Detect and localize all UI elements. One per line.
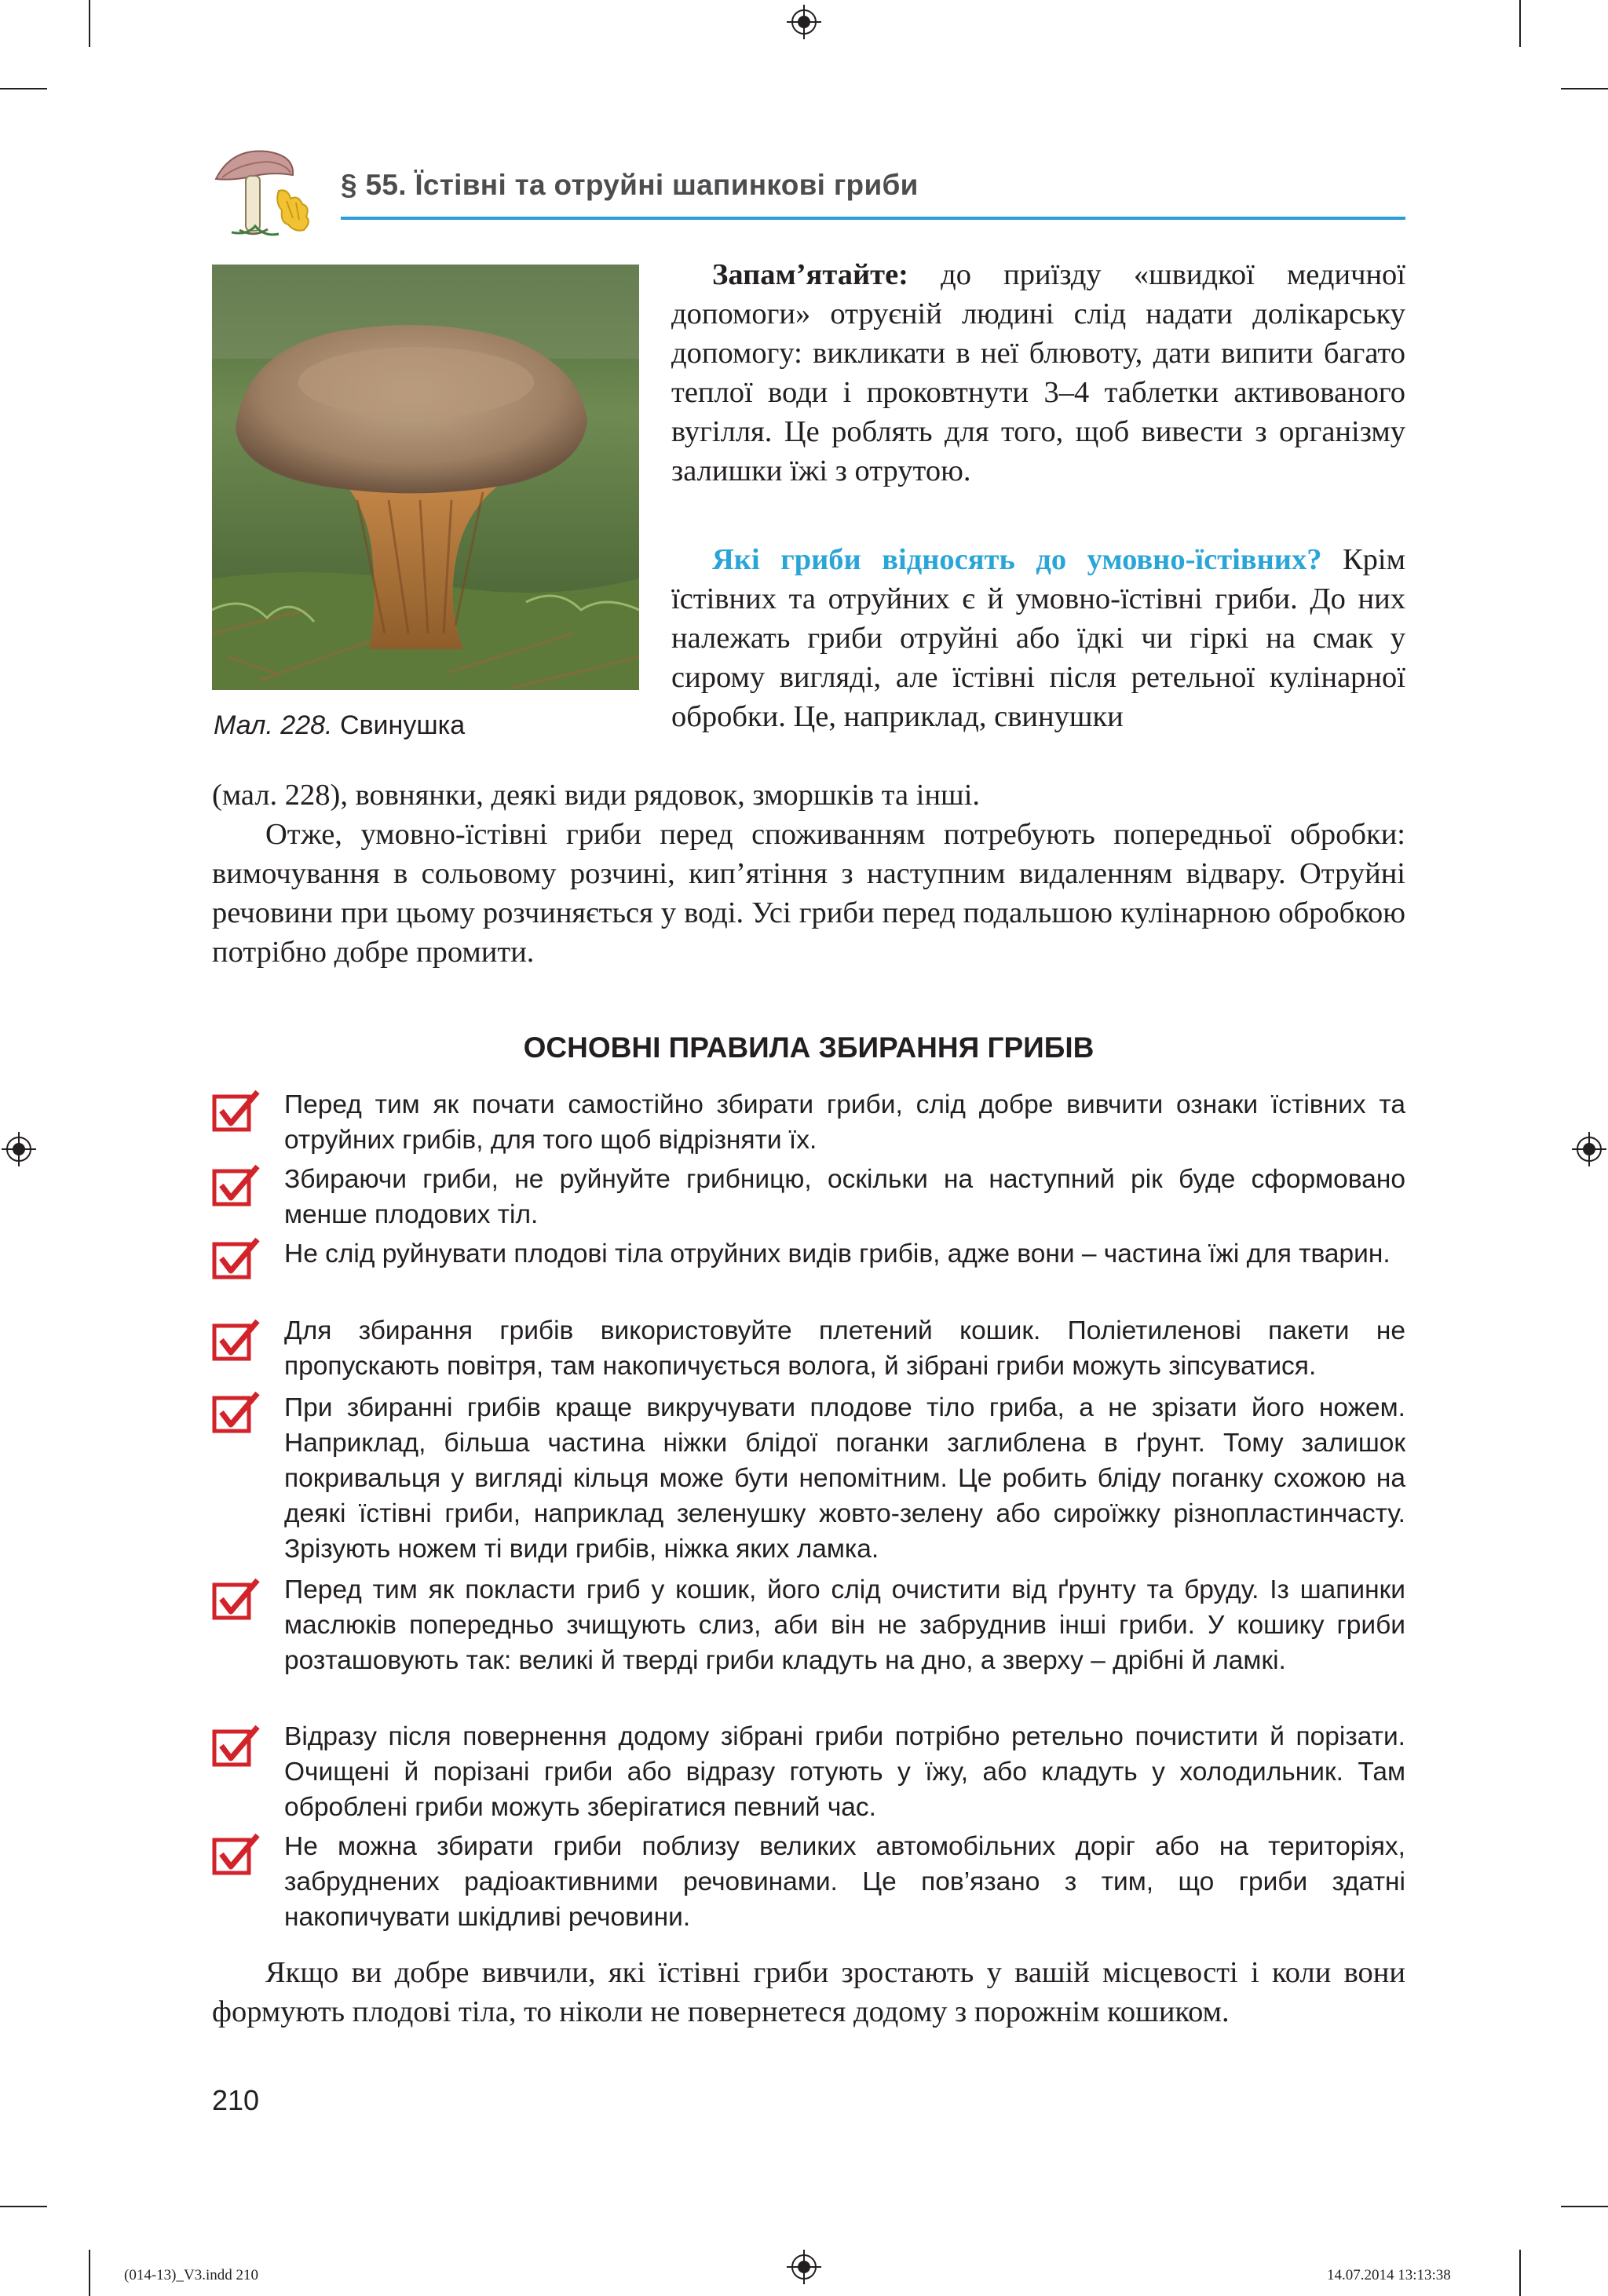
answer-continuation-text: (мал. 228), вовнянки, деякі види рядовок, зморшків та інші. [212, 779, 981, 812]
closing-paragraph [212, 1953, 1405, 2031]
question-heading: Які гриби відносять до умовно-їстівних? [712, 543, 1322, 576]
rule-item [212, 1087, 1405, 1162]
question-paragraph [671, 540, 1405, 736]
crop-mark [0, 2206, 47, 2207]
answer-continuation [212, 776, 1405, 815]
rule-text: Відразу після повернення додому зібрані гриби потрібно ретельно почистити й порізати. Очищені й порізані гриби або відразу готують у їжу, або кладуть у холодильник. Там оброблені гриби можуть зберігатися певний час. [284, 1722, 1405, 1822]
page-number: 210 [212, 2084, 260, 2116]
rule-text: Перед тим як покласти гриб у кошик, його слід очистити від ґрунту та бруду. Із шапинки маслюків попередньо зчищують слиз, аби він не забруднив інші гриби. У кошику гриби розташовують так: великі й тверді гриби кладуть на дно, а зверху – дрібні й ламкі. [284, 1575, 1405, 1675]
figure-name: Свинушка [339, 710, 466, 740]
registration-mark-icon [787, 2250, 821, 2284]
closing-text: Якщо ви добре вивчили, які їстівні гриби зростають у вашій місцевості і коли вони формують плодові тіла, то ніколи не повернетеся додому з порожнім кошиком. [212, 1956, 1405, 2028]
registration-mark-icon [2, 1132, 36, 1166]
slug-timestamp: 14.07.2014 13:13:38 [1327, 2267, 1451, 2283]
rule-text: Перед тим як почати самостійно збирати гриби, слід добре вивчити ознаки їстівних та отруйних грибів, для того щоб відрізняти їх. [284, 1090, 1405, 1155]
registration-mark-icon [787, 5, 821, 39]
rule-text: Не можна збирати гриби поблизу великих автомобільних доріг або на територіях, забруднених радіоактивними речовинами. Це пов’язано з тим, що гриби здатні накопичувати шкідливі речовини. [284, 1832, 1405, 1932]
rule-item [212, 1162, 1405, 1236]
rule-item [212, 1829, 1405, 1939]
checkbox-checked-icon [212, 1089, 261, 1133]
slug-file: (014-13)_V3.indd 210 [124, 2267, 258, 2283]
rule-item [212, 1390, 1405, 1571]
checkbox-checked-icon [212, 1163, 261, 1207]
checkbox-checked-icon [212, 1236, 261, 1280]
crop-mark [1519, 2250, 1521, 2296]
mushroom-emblem-icon [200, 132, 318, 242]
question-answer: Крім їстівних та отруйних є й умовно-їстівні гриби. До них належать гриби отруйні або їдкі чи гіркі на смак у сирому вигляді, але їстівні після ретельної кулінарної обробки. Це, наприклад, свинушки [671, 543, 1405, 733]
header-divider [341, 217, 1405, 220]
figure-caption [214, 710, 465, 741]
rule-item [212, 1236, 1405, 1311]
crop-mark [0, 88, 47, 89]
rule-item [212, 1719, 1405, 1829]
crop-mark [89, 2250, 90, 2296]
crop-mark [1519, 0, 1521, 47]
section-title: § 55. Їстівні та отруйні шапинкові гриби [341, 169, 919, 201]
checkbox-checked-icon [212, 1832, 261, 1876]
rules-title: ОСНОВНІ ПРАВИЛА ЗБИРАННЯ ГРИБІВ [523, 1031, 1095, 1064]
rule-item [212, 1313, 1405, 1388]
checkbox-checked-icon [212, 1577, 261, 1621]
rule-item [212, 1572, 1405, 1717]
registration-mark-icon [1572, 1132, 1606, 1166]
remember-label: Запам’ятайте: [712, 258, 909, 291]
checkbox-checked-icon [212, 1724, 261, 1768]
crop-mark [1561, 88, 1608, 89]
processing-text: Отже, умовно-їстівні гриби перед споживанням потребують попередньої обробки: вимочування в сольовому розчині, кип’ятіння з наступним видаленням відвару. Отруйні речовини при цьому розчиняється у воді. Усі гриби перед подальшою кулінарною обробкою потрібно добре промити. [212, 818, 1405, 969]
remember-text: до приїзду «швидкої медичної допомоги» отруєній людині слід надати долікарську допомогу: викликати в неї блювоту, дати випити багато теплої води і проковтнути 3–4 таблетки активованого вугілля. Це роблять для того, щоб вивести з організму залишки їжі з отрутою. [671, 258, 1405, 487]
remember-paragraph [671, 255, 1405, 491]
checkbox-checked-icon [212, 1390, 261, 1434]
rule-text: При збиранні грибів краще викручувати плодове тіло гриба, а не зрізати його ножем. Наприклад, більша частина ніжки блідої поганки заглиблена в ґрунт. Тому залишок покривальця у вигляді кільця може бути непомітним. Це робить бліду поганку схожою на деякі їстівні гриби, наприклад зеленушку жовто-зелену або сироїжку різнопластинчасту. Зрізують ножем ті види грибів, ніжка яких ламка. [284, 1393, 1405, 1564]
crop-mark [1561, 2206, 1608, 2207]
rule-text: Збираючи гриби, не руйнуйте грибницю, оскільки на наступний рік буде сформовано менше плодових тіл. [284, 1165, 1405, 1229]
checkbox-checked-icon [212, 1318, 261, 1362]
rule-text: Для збирання грибів використовуйте плетений кошик. Поліетиленові пакети не пропускають повітря, там накопичується волога, й зібрані гриби можуть зіпсуватися. [284, 1316, 1405, 1381]
processing-paragraph [212, 815, 1405, 972]
crop-mark [89, 0, 90, 47]
rule-text: Не слід руйнувати плодові тіла отруйних видів грибів, адже вони – частина їжі для тварин. [284, 1239, 1391, 1268]
mushroom-photo [212, 265, 639, 690]
figure-label: Мал. 228. [214, 710, 333, 740]
